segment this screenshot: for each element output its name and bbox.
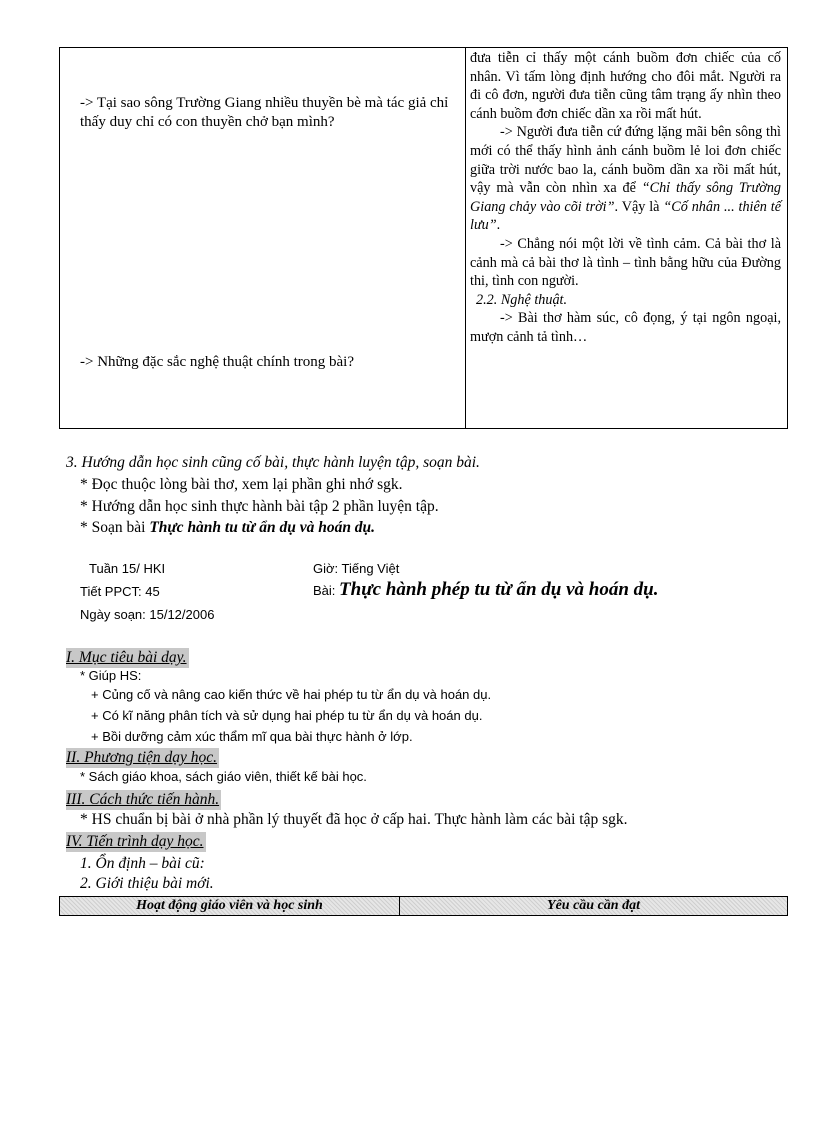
period-label: Tiết PPCT: 45	[80, 584, 160, 599]
homework-bullet: * Hướng dẫn học sinh thực hành bài tập 2 phần luyện tập.	[80, 498, 439, 515]
week-label: Tuần 15/ HKI	[89, 561, 166, 576]
date-label: Ngày soạn: 15/12/2006	[80, 607, 215, 622]
answer-paragraph-3: -> Chẳng nói một lời về tình cảm. Cả bài thơ là cảnh mà cả bài thơ là tình – tình bằng hữu của Đường thi, tình con người.	[470, 235, 781, 290]
lesson-table-top	[59, 47, 788, 429]
lesson-label: Bài:	[313, 583, 336, 598]
section-IV-heading: IV. Tiến trình dạy học.	[66, 833, 204, 850]
activity-table-header	[59, 896, 788, 916]
section-I-heading: I. Mục tiêu bài dạy.	[66, 649, 187, 666]
question-1: -> Tại sao sông Trường Giang nhiều thuyền bè mà tác giả chỉ thấy duy chỉ có con thuyền chở bạn mình?	[80, 95, 449, 130]
answer-text: . Vậy là	[614, 198, 660, 215]
lesson-title-text: Thực hành phép tu từ ẩn dụ và hoán dụ.	[339, 579, 659, 600]
bullet-prefix: * Soạn bài	[80, 519, 150, 536]
answer-paragraph-2	[470, 123, 781, 235]
objective-line: + Bồi dưỡng cảm xúc thẩm mĩ qua bài thực hành ở lớp.	[91, 729, 413, 744]
header-teacher-student-activity: Hoạt động giáo viên và học sinh	[60, 897, 400, 915]
header-requirements: Yêu cầu cần đạt	[400, 897, 787, 915]
answer-text: .	[496, 217, 501, 234]
objective-line: + Có kĩ năng phân tích và sử dụng hai phép tu từ ẩn dụ và hoán dụ.	[91, 708, 483, 723]
method-line: * HS chuẩn bị bài ở nhà phần lý thuyết đã học ở cấp hai. Thực hành làm các bài tập sgk.	[80, 811, 628, 828]
art-heading: 2.2. Nghệ thuật.	[476, 291, 568, 308]
answer-text: -> Người đưa tiễn cứ đứng lặng mãi bên sông thì mới có thể thấy hình ảnh cánh buồm lẻ loi đơn chiếc giữa trời nước bao la, cánh buồm dần xa rồi mất hút, vậy mà vẫn còn nhìn xa để	[470, 124, 781, 197]
materials-line: * Sách giáo khoa, sách giáo viên, thiết kế bài học.	[80, 769, 367, 784]
subject-label: Giờ: Tiếng Việt	[313, 561, 400, 576]
answer-paragraph-1: đưa tiễn cỉ thấy một cánh buồm đơn chiếc của cố nhân. Vì tấm lòng định hướng cho đôi mắt. Người ra đi cô đơn, người đưa tiễn cũng tâm trạng ấy nhìn theo cánh buồm đơn chiếc dần xa rồi mất hút.	[470, 50, 781, 122]
procedure-item: 1. Ổn định – bài cũ:	[80, 855, 205, 872]
next-lesson-title: Thực hành tu từ ẩn dụ và hoán dụ.	[149, 519, 376, 536]
procedure-item: 2. Giới thiệu bài mới.	[80, 875, 214, 892]
answer-quote-2: “Cố nhân ... thiên tế lưu”	[470, 198, 782, 234]
answer-paragraph-4: -> Bài thơ hàm súc, cô đọng, ý tại ngôn ngoại, mượn cảnh tả tình…	[470, 310, 781, 345]
section-II-heading: II. Phương tiện dạy học.	[66, 749, 218, 766]
answer-quote-1: “Chỉ thấy sông Trường Giang chảy vào cõi trời”	[470, 180, 782, 215]
answer-column	[470, 49, 781, 347]
question-2: -> Những đặc sắc nghệ thuật chính trong bài?	[80, 354, 355, 370]
objective-line: * Giúp HS:	[80, 668, 142, 683]
section-3-title: 3. Hướng dẫn học sinh cũng cố bài, thực hành luyện tập, soạn bài.	[66, 454, 480, 471]
objective-line: + Củng cố và nâng cao kiến thức về hai phép tu từ ẩn dụ và hoán dụ.	[91, 687, 492, 702]
homework-bullet	[80, 517, 375, 539]
column-divider	[465, 48, 466, 428]
section-III-heading: III. Cách thức tiến hành.	[66, 791, 220, 808]
lesson-title	[313, 579, 659, 601]
homework-bullet: * Đọc thuộc lòng bài thơ, xem lại phần ghi nhớ sgk.	[80, 476, 403, 493]
